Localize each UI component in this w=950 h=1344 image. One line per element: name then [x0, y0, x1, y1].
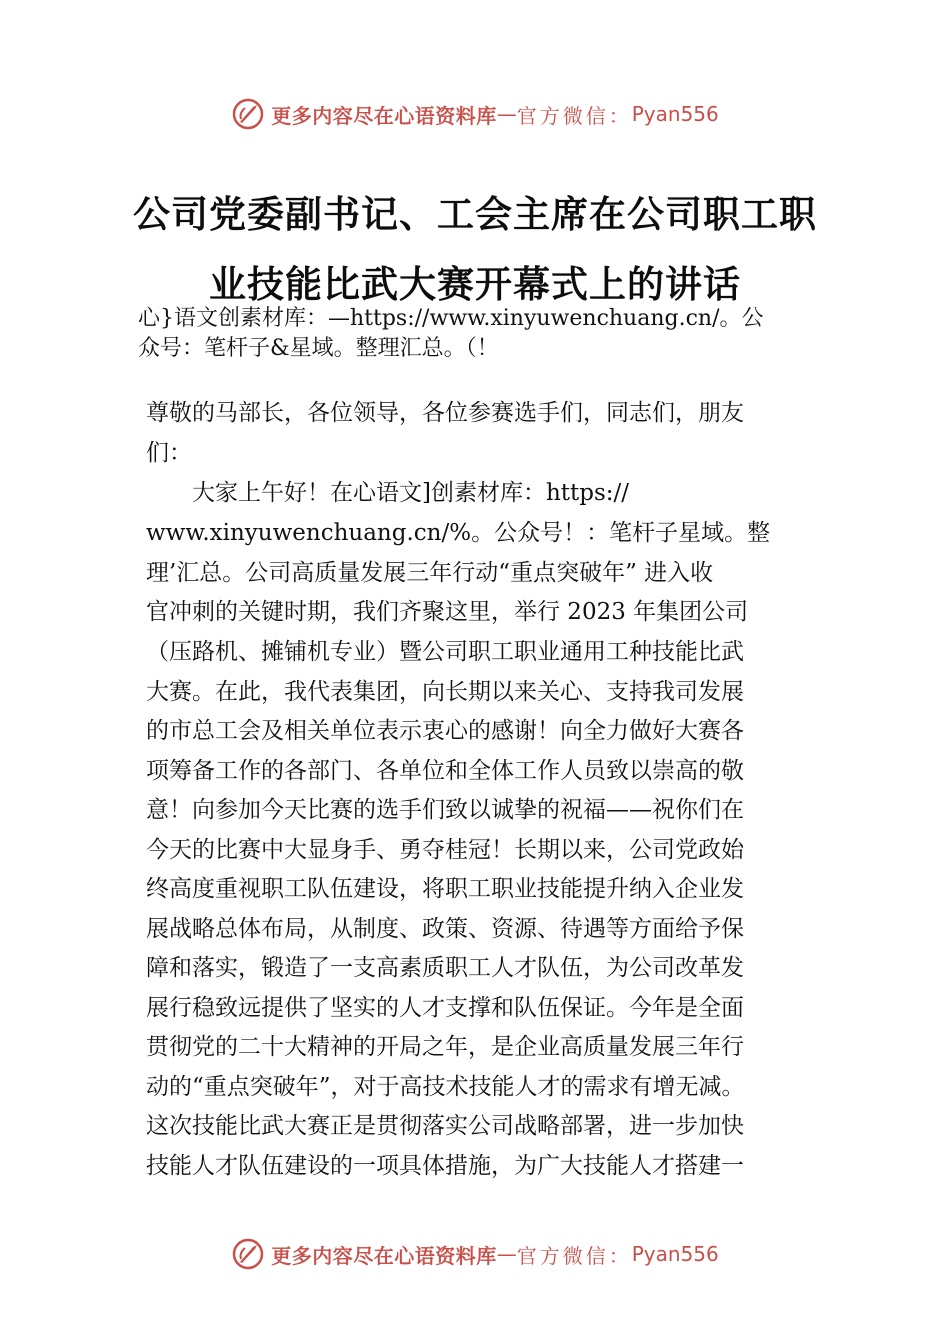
banner-text: 更多内容尽在心语资料库 [271, 1243, 497, 1268]
body-line: 意！向参加今天比赛的选手们致以诚挚的祝福——祝你们在 [146, 797, 744, 823]
document-title-line-1: 公司党委副书记、工会主席在公司职工职 [133, 192, 817, 236]
body-line: 这次技能比武大赛正是贯彻落实公司战略部署，进一步加快 [146, 1113, 744, 1139]
body-line: 的市总工会及相关单位表示衷心的感谢！向全力做好大赛各 [146, 718, 744, 744]
body-line: www.xinyuwenchuang.cn/%。公众号！：笔杆子星域。整 [146, 520, 771, 546]
body-line: 动的“重点突破年”，对于高技术技能人才的需求有增无减。 [146, 1074, 745, 1100]
body-line: 展战略总体布局，从制度、政策、资源、待遇等方面给予保 [146, 916, 744, 942]
body-line: 尊敬的马部长，各位领导，各位参赛选手们，同志们，朋友 [146, 400, 744, 426]
body-line: 理’汇总。公司高质量发展三年行动“重点突破年” 进入收 [146, 560, 714, 586]
body-line: 展行稳致远提供了坚实的人才支撑和队伍保证。今年是全面 [146, 995, 744, 1021]
quill-logo-icon [231, 1237, 265, 1271]
document-title-line-2: 业技能比武大赛开幕式上的讲话 [209, 262, 741, 306]
body-line: 今天的比赛中大显身手、勇夺桂冠！长期以来，公司党政始 [146, 837, 744, 863]
body-line: 项筹备工作的各部门、各单位和全体工作人员致以崇高的敬 [146, 758, 744, 784]
body-line: 大赛。在此，我代表集团，向长期以来关心、支持我司发展 [146, 679, 744, 705]
body-line: 终高度重视职工队伍建设，将职工职业技能提升纳入企业发 [146, 876, 744, 902]
body-line: 障和落实，锻造了一支高素质职工人才队伍，为公司改革发 [146, 955, 744, 981]
banner-wechat-id: Pyan556 [631, 102, 719, 126]
body-line: 们： [146, 440, 192, 466]
banner-text: 更多内容尽在心语资料库 [271, 103, 497, 128]
body-line: 官冲刺的关键时期，我们齐聚这里，举行 2023 年集团公司 [146, 599, 749, 625]
banner-separator: — [496, 1242, 517, 1266]
banner-wechat-id: Pyan556 [631, 1242, 719, 1266]
body-line: 大家上午好！在心语文]创素材库：https:// [146, 480, 630, 506]
source-note-line-1: 心}语文创素材库：—https://www.xinyuwenchuang.cn/。公 [138, 306, 764, 331]
banner-separator: — [496, 102, 517, 126]
body-line: （压路机、摊铺机专业）暨公司职工职业通用工种技能比武 [146, 639, 744, 665]
source-note-line-2: 众号：笔杆子&星域。整理汇总。（！ [138, 336, 499, 361]
banner-wechat-label: 官方微信： [516, 103, 632, 128]
body-line: 技能人才队伍建设的一项具体措施，为广大技能人才搭建一 [146, 1153, 744, 1179]
footer-banner [0, 1234, 950, 1274]
header-banner [0, 94, 950, 134]
banner-wechat-label: 官方微信： [516, 1243, 632, 1268]
body-line: 贯彻党的二十大精神的开局之年，是企业高质量发展三年行 [146, 1034, 744, 1060]
quill-logo-icon [231, 97, 265, 131]
